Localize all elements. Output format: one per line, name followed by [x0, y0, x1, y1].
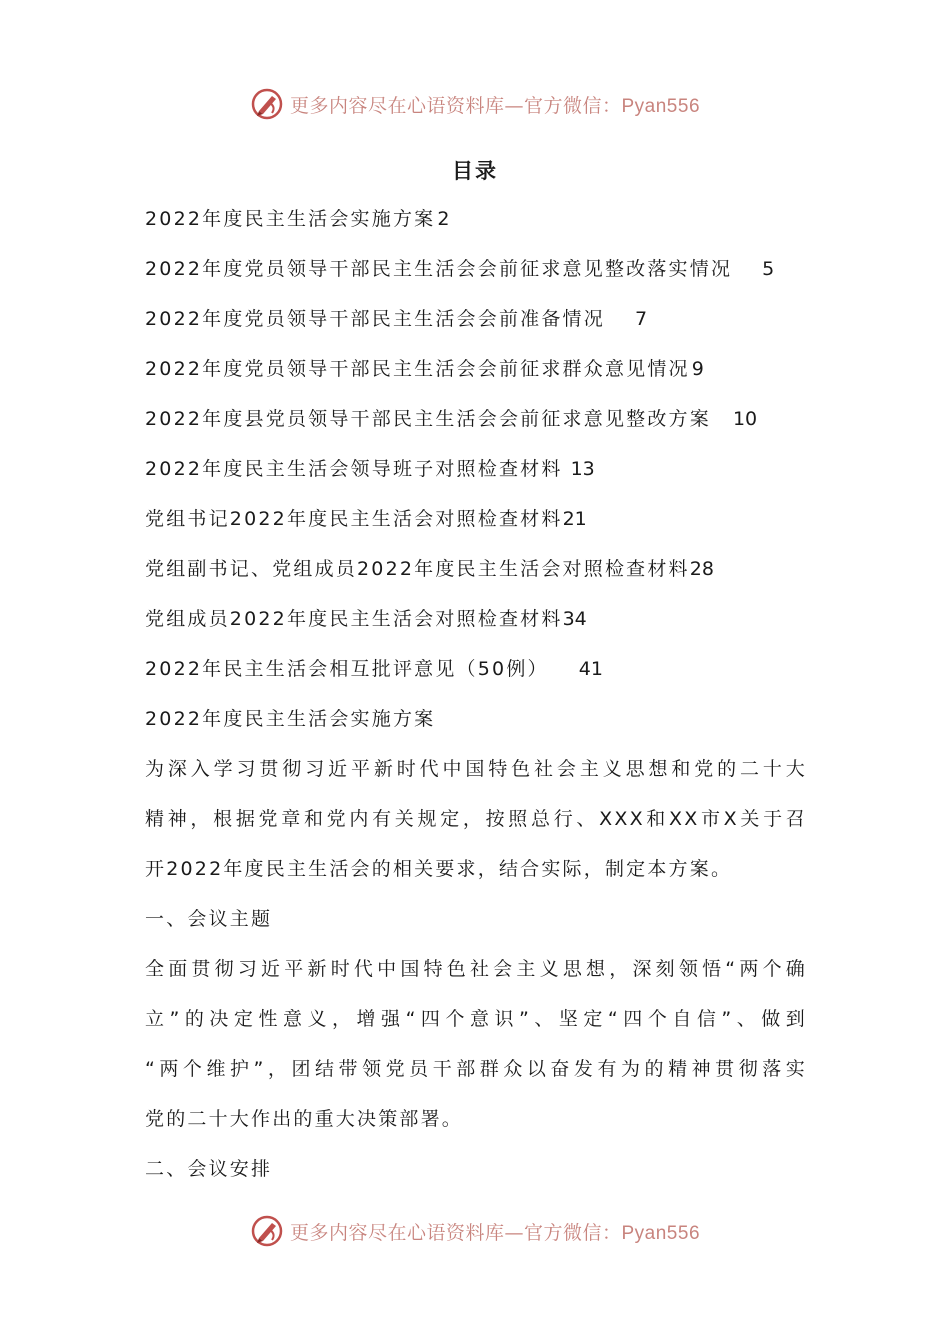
toc-item-title: 2022年民主生活会相互批评意见（50例）: [145, 658, 549, 680]
heading-meeting-theme: 一、会议主题: [145, 908, 273, 930]
toc-item[interactable]: [145, 450, 807, 500]
heading-meeting-arrangement: 二、会议安排: [145, 1158, 273, 1180]
watermark-wechat-id: Pyan556: [621, 95, 701, 117]
toc-item-page: 5: [762, 258, 775, 280]
toc-title: 目录: [452, 159, 498, 183]
toc-item[interactable]: [145, 200, 807, 250]
toc-item[interactable]: [145, 500, 807, 550]
toc-item-title: 2022年度党员领导干部民主生活会会前征求群众意见情况: [145, 358, 690, 380]
toc-item-page: 41: [578, 658, 603, 680]
toc-item-page: 9: [691, 358, 704, 380]
toc-item-page: 28: [689, 558, 714, 580]
pen-logo-icon: [250, 1214, 284, 1248]
paragraph-line: 党的二十大作出的重大决策部署。: [145, 1108, 464, 1130]
toc-item[interactable]: [145, 550, 807, 600]
toc-item[interactable]: [145, 250, 807, 300]
watermark-wechat-id: Pyan556: [621, 1222, 701, 1244]
toc-item[interactable]: [145, 350, 807, 400]
toc-item-title: 2022年度党员领导干部民主生活会会前准备情况: [145, 308, 605, 330]
toc-item[interactable]: [145, 600, 807, 650]
toc-item-page: 13: [570, 458, 595, 480]
paragraph-line: 全面贯彻习近平新时代中国特色社会主义思想，深刻领悟“两个确: [145, 958, 807, 980]
toc-item[interactable]: [145, 300, 807, 350]
toc-item-title: 党组成员2022年度民主生活会对照检查材料: [145, 608, 563, 630]
watermark-header: [0, 84, 950, 124]
watermark-text: 更多内容尽在心语资料库—官方微信：Pyan556: [289, 94, 701, 117]
toc-item-title: 2022年度党员领导干部民主生活会会前征求意见整改落实情况: [145, 258, 733, 280]
paragraph-line: “两个维护”，团结带领党员干部群众以奋发有为的精神贯彻落实: [145, 1058, 807, 1080]
toc-item-title: 2022年度民主生活会实施方案: [145, 208, 436, 230]
watermark-text: 更多内容尽在心语资料库—官方微信：Pyan556: [289, 1221, 701, 1244]
paragraph-line: 为深入学习贯彻习近平新时代中国特色社会主义思想和党的二十大: [145, 758, 807, 780]
toc-item[interactable]: [145, 400, 807, 450]
document-body: [145, 200, 807, 1200]
toc-item[interactable]: [145, 650, 807, 700]
toc-item-title: 2022年度民主生活会领导班子对照检查材料: [145, 458, 563, 480]
pen-logo-icon: [250, 87, 284, 121]
toc-item-page: 2: [437, 208, 450, 230]
toc-item-page: 34: [562, 608, 587, 630]
section-title: 2022年度民主生活会实施方案: [145, 708, 436, 730]
paragraph-line: 立”的决定性意义，增强“四个意识”、坚定“四个自信”、做到: [145, 1008, 807, 1030]
toc-item-page: 10: [732, 408, 758, 430]
toc-item-title: 党组书记2022年度民主生活会对照检查材料: [145, 508, 563, 530]
paragraph-line: 精神，根据党章和党内有关规定，按照总行、XXX和XX市X关于召: [145, 808, 807, 830]
toc-item-page: 7: [634, 308, 648, 330]
paragraph-line: 开2022年度民主生活会的相关要求，结合实际，制定本方案。: [145, 858, 733, 880]
toc-item-title: 2022年度县党员领导干部民主生活会会前征求意见整改方案: [145, 408, 711, 430]
toc-item-title: 党组副书记、党组成员2022年度民主生活会对照检查材料: [145, 558, 690, 580]
toc-item-page: 21: [562, 508, 587, 530]
watermark-footer: [0, 1211, 950, 1251]
